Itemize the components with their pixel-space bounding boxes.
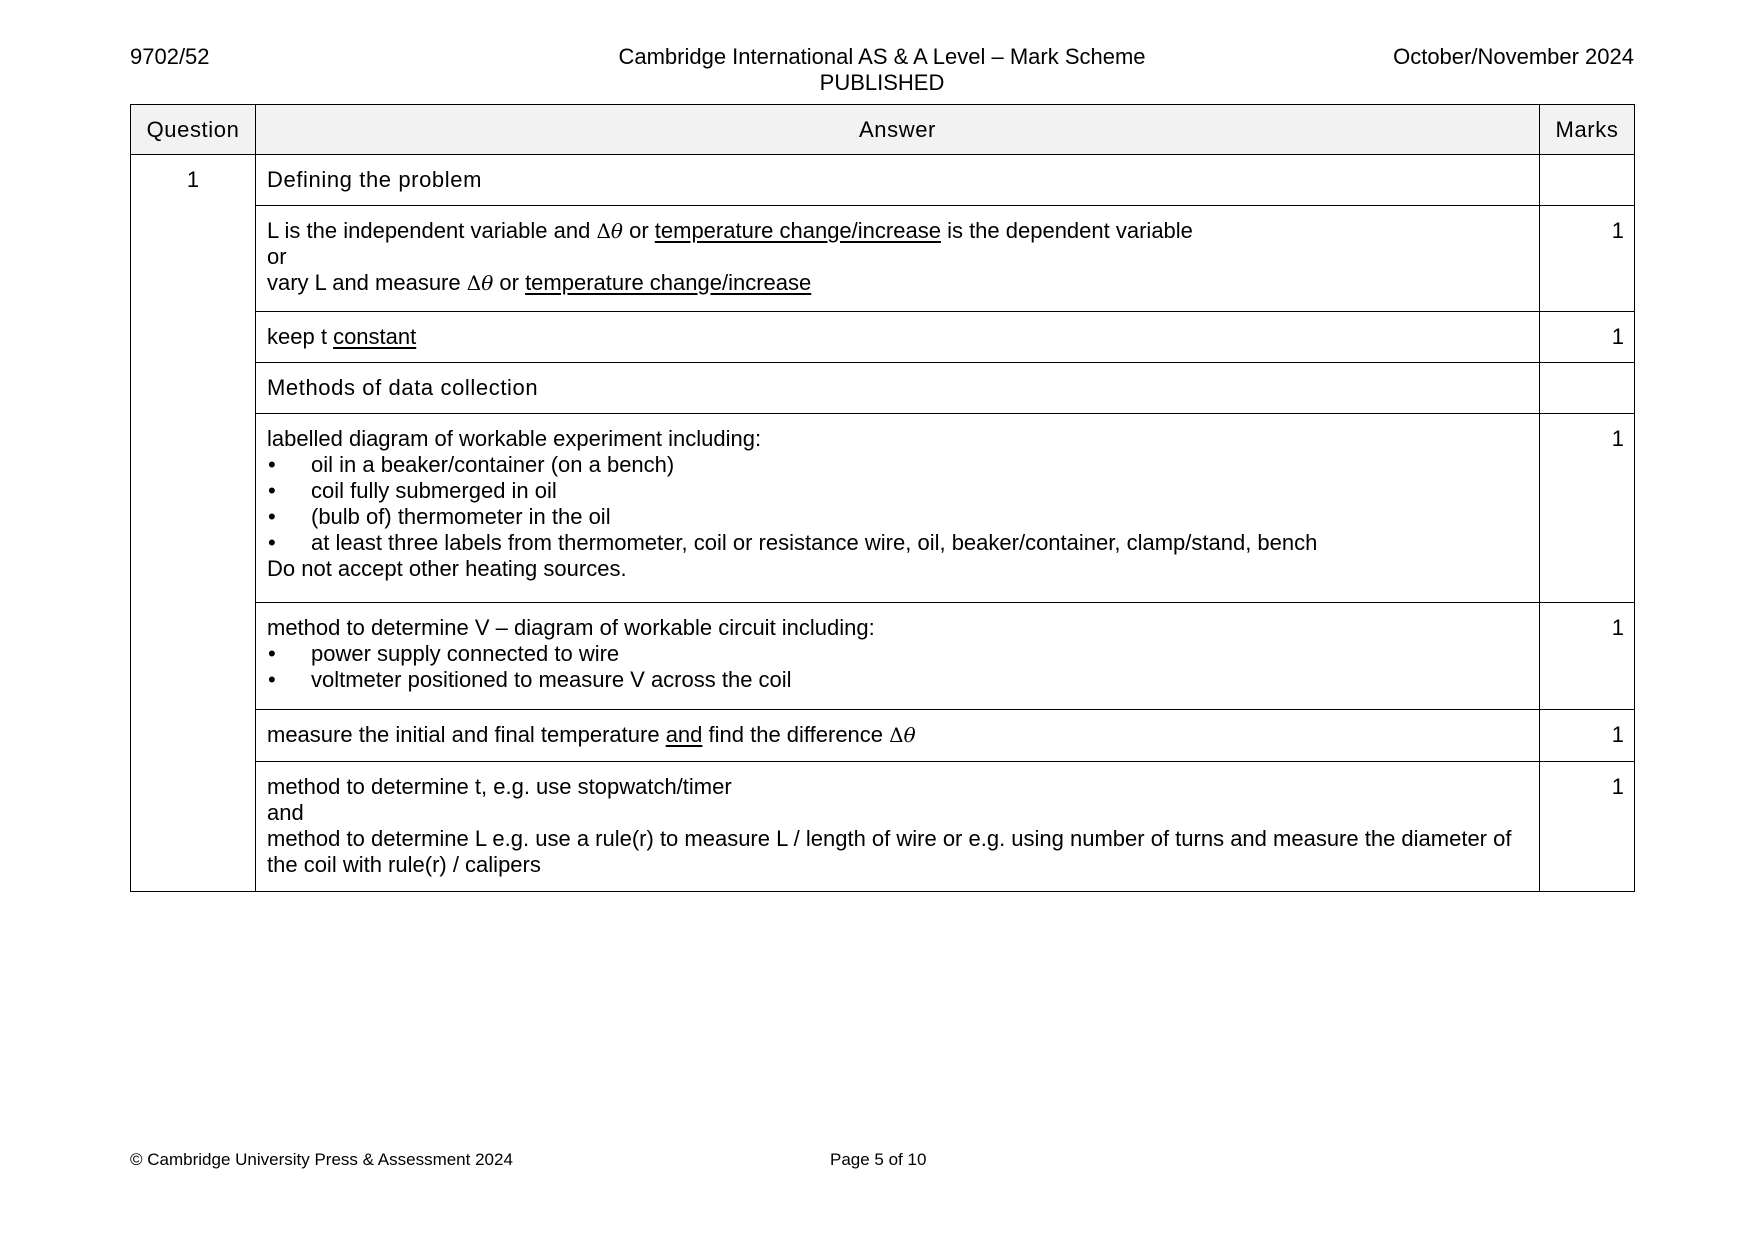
answer-line: vary L and measure Δθ or temperature change/increase bbox=[267, 270, 812, 295]
list-item: • (bulb of) thermometer in the oil bbox=[267, 504, 1529, 530]
exam-session: October/November 2024 bbox=[1393, 44, 1634, 69]
mark-value: 1 bbox=[1540, 762, 1635, 892]
mark-scheme-title: Cambridge International AS & A Level – Mark Scheme bbox=[618, 44, 1146, 69]
answer-cell: measure the initial and final temperature and find the difference Δθ bbox=[256, 710, 1540, 762]
table-row bbox=[131, 710, 1635, 762]
table-row bbox=[131, 414, 1635, 603]
mark-scheme-table bbox=[130, 104, 1635, 892]
mark-value: 1 bbox=[1540, 206, 1635, 312]
column-header-answer: Answer bbox=[256, 105, 1540, 155]
marks-cell-empty bbox=[1540, 155, 1635, 206]
copyright-notice: © Cambridge University Press & Assessment 2024 bbox=[130, 1150, 513, 1169]
column-header-question: Question bbox=[131, 105, 256, 155]
underlined-text: and bbox=[665, 722, 703, 747]
delta-theta-symbol: Δθ bbox=[889, 723, 916, 747]
mark-value: 1 bbox=[1540, 312, 1635, 363]
answer-line: method to determine L e.g. use a rule(r) to measure L / length of wire or e.g. using number of turns and measure the diameter of the coil with rule(r) / calipers bbox=[267, 826, 1512, 877]
table-row bbox=[131, 603, 1635, 710]
delta-theta-symbol: Δθ bbox=[466, 271, 494, 295]
list-item: • power supply connected to wire bbox=[267, 641, 1529, 667]
underlined-text: temperature change/increase bbox=[654, 218, 941, 243]
section-row-defining bbox=[131, 155, 1635, 206]
table-row bbox=[131, 312, 1635, 363]
underlined-text: temperature change/increase bbox=[525, 270, 812, 295]
answer-cell: keep t constant bbox=[256, 312, 1540, 363]
table-header-row bbox=[131, 105, 1635, 155]
paper-code: 9702/52 bbox=[130, 44, 210, 69]
table-row bbox=[131, 206, 1635, 312]
mark-value: 1 bbox=[1540, 414, 1635, 603]
answer-note: Do not accept other heating sources. bbox=[267, 556, 627, 581]
list-item: • voltmeter positioned to measure V across the coil bbox=[267, 667, 1529, 693]
answer-line: or bbox=[267, 244, 287, 269]
table-row bbox=[131, 762, 1635, 892]
page-number: Page 5 of 10 bbox=[830, 1150, 927, 1169]
answer-line: L is the independent variable and Δθ or temperature change/increase is the dependent variable bbox=[267, 218, 1193, 243]
answer-cell bbox=[256, 206, 1540, 312]
list-item: • oil in a beaker/container (on a bench) bbox=[267, 452, 1529, 478]
section-heading-methods: Methods of data collection bbox=[256, 363, 1540, 414]
answer-line: and bbox=[267, 800, 304, 825]
section-row-methods bbox=[131, 363, 1635, 414]
section-heading-defining: Defining the problem bbox=[256, 155, 1540, 206]
marks-cell-empty bbox=[1540, 363, 1635, 414]
question-number: 1 bbox=[131, 155, 256, 892]
bullet-list bbox=[267, 641, 1529, 693]
mark-value: 1 bbox=[1540, 603, 1635, 710]
bullet-list bbox=[267, 452, 1529, 556]
column-header-marks: Marks bbox=[1540, 105, 1635, 155]
underlined-text: constant bbox=[333, 324, 417, 349]
delta-theta-symbol: Δθ bbox=[596, 219, 623, 243]
mark-value: 1 bbox=[1540, 710, 1635, 762]
answer-cell bbox=[256, 762, 1540, 892]
answer-line: method to determine V – diagram of workable circuit including: bbox=[267, 615, 875, 640]
answer-line: method to determine t, e.g. use stopwatch/timer bbox=[267, 774, 732, 799]
answer-line: labelled diagram of workable experiment including: bbox=[267, 426, 762, 451]
list-item: • at least three labels from thermometer, coil or resistance wire, oil, beaker/container, clamp/stand, bench bbox=[267, 530, 1529, 556]
list-item: • coil fully submerged in oil bbox=[267, 478, 1529, 504]
published-label: PUBLISHED bbox=[819, 70, 945, 95]
answer-cell bbox=[256, 603, 1540, 710]
answer-cell bbox=[256, 414, 1540, 603]
